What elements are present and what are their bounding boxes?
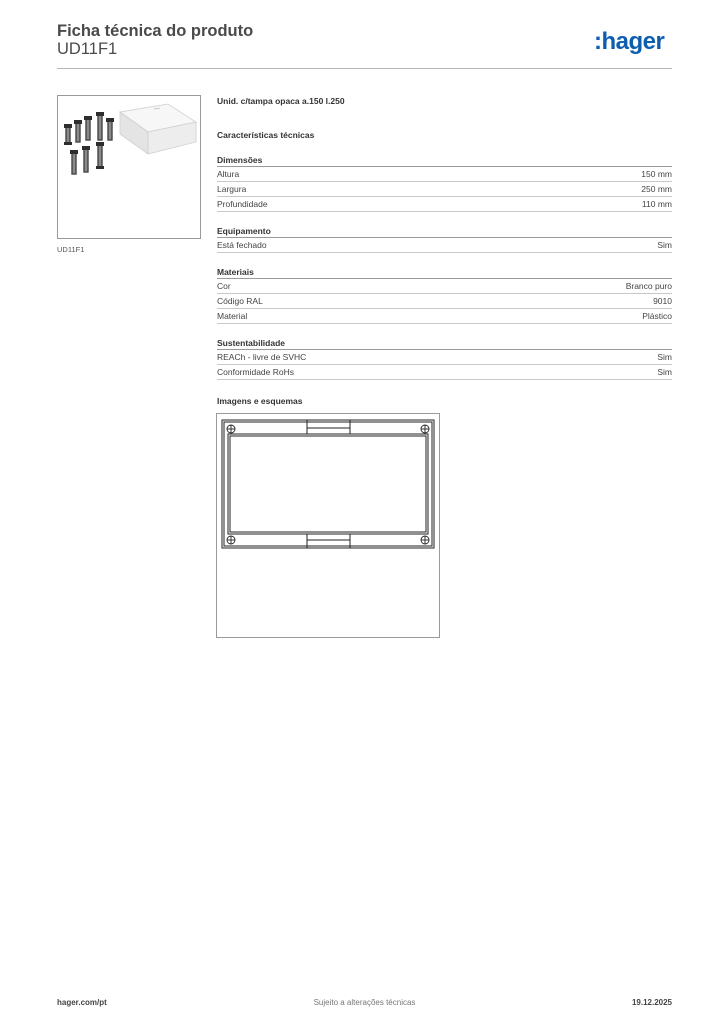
spec-label: Cor: [217, 281, 231, 291]
spec-row: [217, 167, 672, 182]
images-heading: Imagens e esquemas: [217, 396, 303, 406]
section-sustainability: [217, 338, 672, 380]
product-photo-illustration: [58, 96, 200, 238]
section-equipment: [217, 226, 672, 253]
spec-label: Profundidade: [217, 199, 268, 209]
spec-row: [217, 350, 672, 365]
product-code: UD11F1: [57, 40, 118, 58]
product-description: Unid. c/tampa opaca a.150 l.250: [217, 96, 345, 106]
spec-value: Branco puro: [625, 281, 672, 291]
header-divider: [57, 68, 672, 69]
section-title: Sustentabilidade: [217, 338, 672, 350]
spec-value: 9010: [653, 296, 672, 306]
spec-label: Código RAL: [217, 296, 263, 306]
page-footer: [57, 998, 672, 1010]
spec-label: Material: [217, 311, 248, 321]
spec-row: [217, 309, 672, 324]
product-image-caption: UD11F1: [57, 245, 85, 254]
document-title: Ficha técnica do produto: [57, 22, 254, 40]
section-title: Materiais: [217, 267, 672, 279]
section-materials: [217, 267, 672, 324]
technical-drawing: [216, 413, 440, 638]
spec-row: [217, 279, 672, 294]
spec-row: [217, 365, 672, 380]
spec-value: Sim: [657, 367, 672, 377]
spec-label: Está fechado: [217, 240, 267, 250]
spec-row: [217, 238, 672, 253]
spec-value: 110 mm: [641, 199, 672, 209]
spec-label: Largura: [217, 184, 247, 194]
spec-value: 250 mm: [641, 184, 672, 194]
mounting-screws: [227, 425, 429, 544]
spec-value: Sim: [657, 352, 672, 362]
section-title: Dimensões: [217, 155, 672, 167]
footer-website-link[interactable]: hager.com/pt: [57, 998, 107, 1007]
document-header: [57, 22, 253, 58]
product-details: [217, 96, 672, 380]
svg-text::hager: :hager: [594, 28, 665, 55]
section-dimensions: [217, 155, 672, 212]
spec-label: REACh - livre de SVHC: [217, 352, 307, 362]
footer-notice: Sujeito a alterações técnicas: [313, 998, 416, 1007]
spec-row: [217, 182, 672, 197]
product-image: [57, 95, 201, 239]
spec-value: Plástico: [642, 311, 672, 321]
spec-label: Altura: [217, 169, 240, 179]
enclosure-front-view-drawing: [217, 414, 439, 637]
section-title: Equipamento: [217, 226, 672, 238]
technical-characteristics-heading: Características técnicas: [217, 130, 315, 140]
spec-label: Conformidade RoHs: [217, 367, 295, 377]
spec-value: 150 mm: [641, 169, 672, 179]
spec-value: Sim: [657, 240, 672, 250]
footer-date: 19.12.2025: [631, 998, 672, 1007]
hager-logo: [594, 28, 674, 56]
spec-row: [217, 294, 672, 309]
spec-row: [217, 197, 672, 212]
